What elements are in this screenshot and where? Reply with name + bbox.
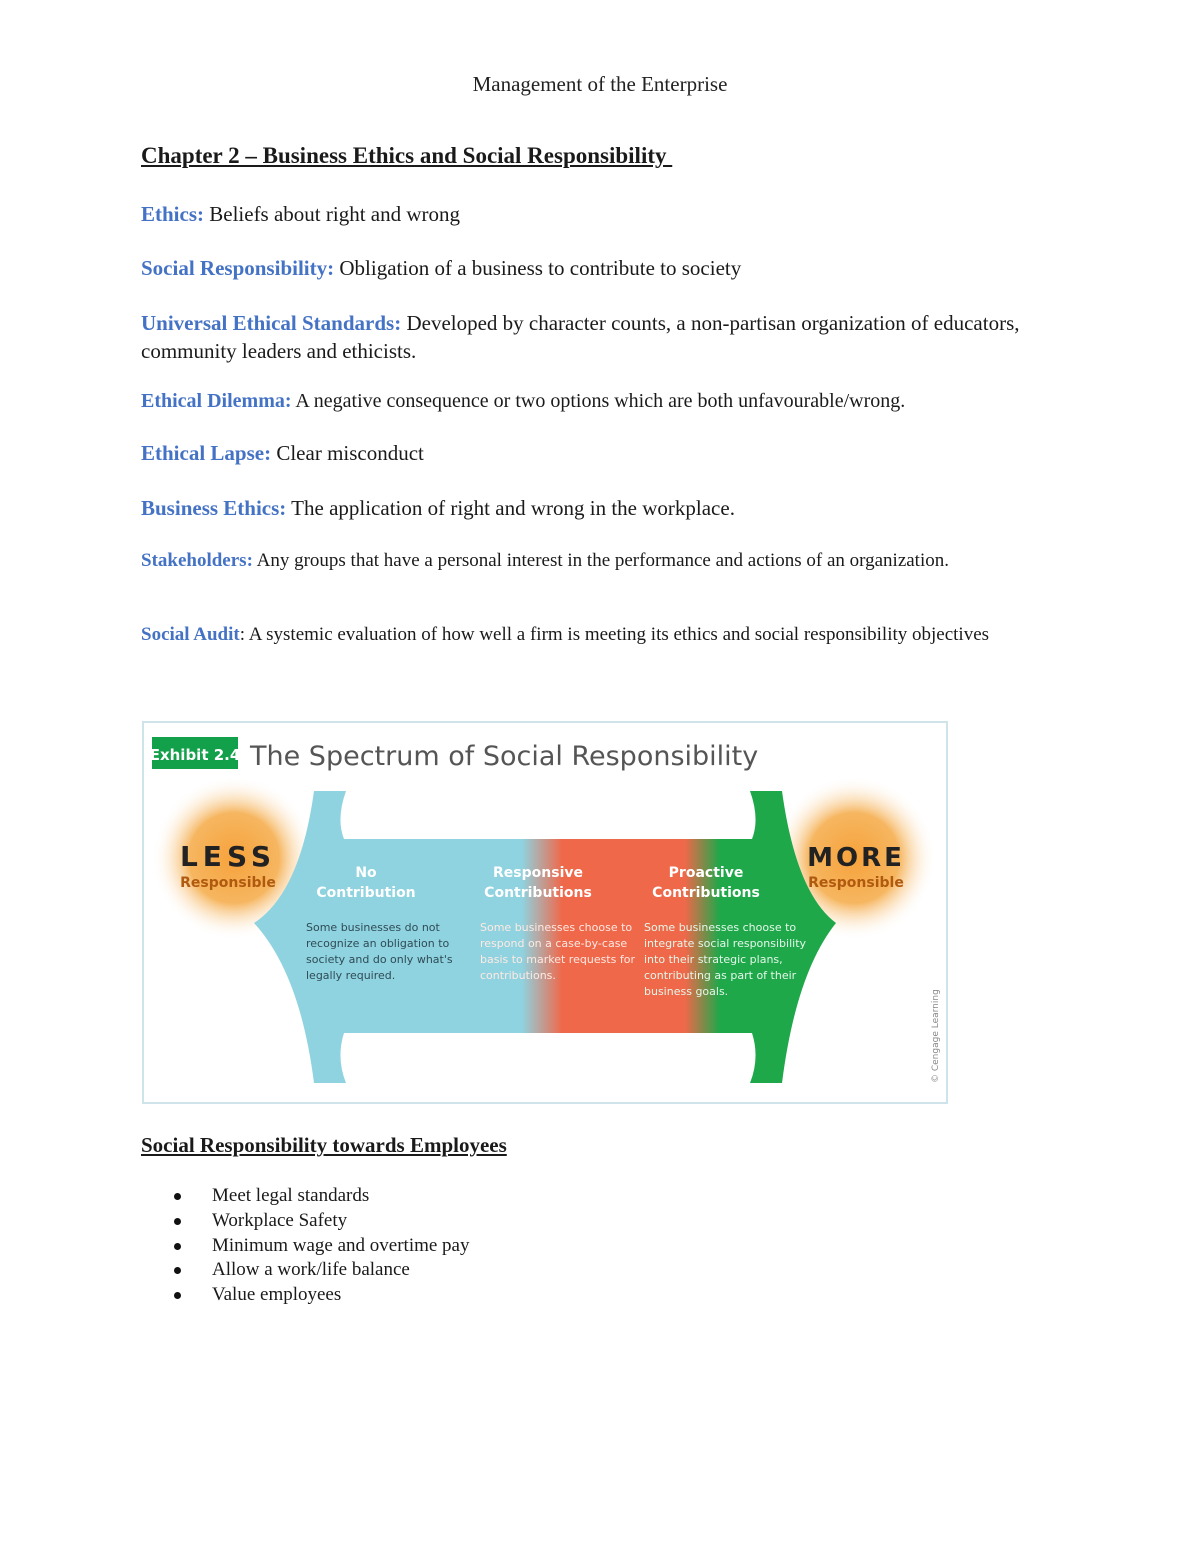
column-proactive-title-1: Proactive: [668, 865, 744, 881]
column-responsive-title-1: Responsive: [493, 865, 583, 881]
column-proactive-line: Some businesses choose to: [644, 921, 797, 934]
exhibit-title: The Spectrum of Social Responsibility: [250, 741, 759, 772]
column-no-contribution-line: legally required.: [306, 969, 396, 982]
bullet-icon: [174, 1292, 181, 1299]
definition-ethical-lapse: Ethical Lapse: Clear misconduct: [141, 441, 424, 465]
column-responsive-line: Some businesses choose to: [480, 921, 633, 934]
definition-business-ethics: Business Ethics: The application of right and wrong in the workplace.: [141, 496, 735, 520]
exhibit-credit: © Cengage Learning: [931, 989, 941, 1083]
list-item: Meet legal standards: [141, 1184, 470, 1209]
more-sublabel: Responsible: [808, 875, 904, 891]
column-responsive-line: contributions.: [480, 969, 556, 982]
column-proactive-title-2: Contributions: [652, 885, 760, 901]
bullet-icon: [174, 1218, 181, 1225]
exhibit-figure: [142, 721, 948, 1104]
column-no-contribution-line: society and do only what's: [306, 953, 453, 966]
column-responsive-title-2: Contributions: [484, 885, 592, 901]
definition-universal-ethical-standards: Universal Ethical Standards: Developed by character counts, a non-partisan organization of educators, community leaders and ethicists.: [141, 311, 1020, 363]
definition-ethical-dilemma: Ethical Dilemma: A negative consequence or two options which are both unfavourable/wrong.: [141, 390, 906, 412]
column-no-contribution-line: recognize an obligation to: [306, 937, 450, 950]
column-no-contribution-title-1: No: [355, 865, 377, 881]
exhibit-badge-label: Exhibit 2.4: [149, 746, 241, 764]
bullet-icon: [174, 1267, 181, 1274]
less-label: LESS: [179, 840, 277, 873]
column-proactive-line: business goals.: [644, 985, 729, 998]
list-item: Allow a work/life balance: [141, 1258, 470, 1283]
bullet-list: [141, 1184, 470, 1308]
document-header: Management of the Enterprise: [472, 72, 728, 96]
column-responsive-line: respond on a case-by-case: [480, 937, 628, 950]
column-responsive-line: basis to market requests for: [480, 953, 635, 966]
definition-ethics: Ethics: Beliefs about right and wrong: [141, 202, 461, 226]
column-proactive-line: integrate social responsibility: [644, 937, 807, 950]
more-label: MORE: [807, 843, 905, 873]
less-sublabel: Responsible: [180, 875, 276, 891]
bullet-icon: [174, 1243, 181, 1250]
list-item: Workplace Safety: [141, 1209, 470, 1234]
chapter-title: Chapter 2 – Business Ethics and Social Responsibility: [141, 143, 673, 168]
section-title: Social Responsibility towards Employees: [141, 1133, 507, 1157]
spectrum-diagram: [144, 723, 946, 1102]
definition-stakeholders: Stakeholders: Any groups that have a personal interest in the performance and actions of an organization.: [141, 550, 949, 571]
column-no-contribution-title-2: Contribution: [316, 885, 416, 901]
definition-social-audit: Social Audit: A systemic evaluation of how well a firm is meeting its ethics and social responsibility objectives: [141, 624, 990, 645]
definition-social-responsibility: Social Responsibility: Obligation of a business to contribute to society: [141, 256, 742, 280]
column-proactive-line: contributing as part of their: [644, 969, 797, 982]
column-no-contribution-line: Some businesses do not: [306, 921, 440, 934]
column-proactive-line: into their strategic plans,: [644, 953, 783, 966]
list-item: Value employees: [141, 1283, 470, 1308]
list-item: Minimum wage and overtime pay: [141, 1234, 470, 1259]
bullet-icon: [174, 1193, 181, 1200]
